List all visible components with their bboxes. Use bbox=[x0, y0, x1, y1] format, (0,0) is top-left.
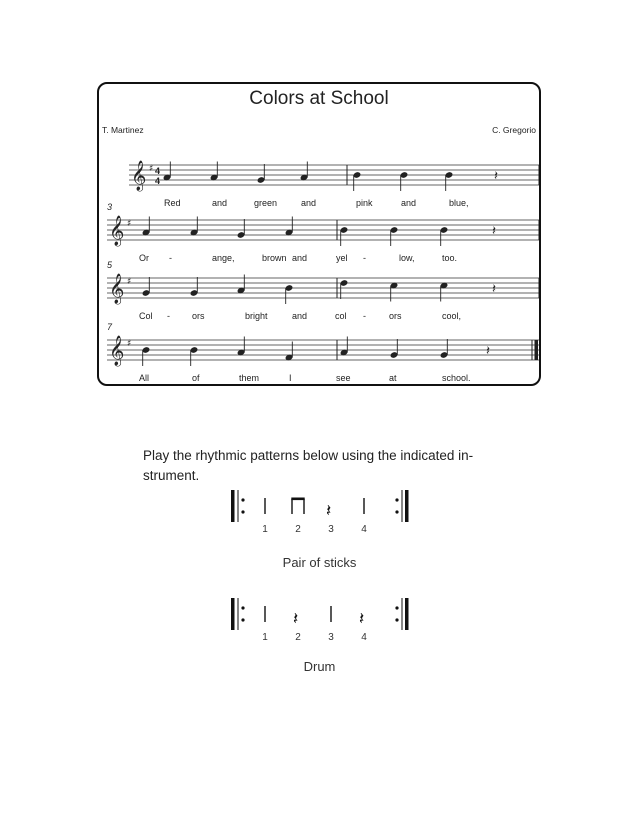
lyric-syllable: ors bbox=[192, 311, 205, 321]
composer-left: T. Martinez bbox=[102, 125, 144, 135]
quarter-rest-icon: 𝄽 bbox=[486, 344, 490, 359]
rhythm-pattern-1 bbox=[225, 486, 415, 536]
repeat-dot bbox=[241, 618, 244, 621]
instructions bbox=[143, 446, 553, 486]
repeat-thick-bar bbox=[405, 490, 409, 522]
lyric-syllable: of bbox=[192, 373, 200, 383]
quarter-rest-icon: 𝄽 bbox=[492, 224, 496, 239]
instruction-line-1: Play the rhythmic patterns below using the indicated in- bbox=[143, 448, 474, 463]
lyric-syllable: and bbox=[401, 198, 417, 208]
pattern-2-caption: Drum bbox=[303, 659, 336, 674]
measure-number: 7 bbox=[107, 322, 113, 332]
lyric-syllable: I bbox=[289, 373, 292, 383]
quarter-rest-icon: 𝄽 bbox=[293, 609, 299, 629]
lyric-syllable: school. bbox=[442, 373, 471, 383]
measure-number: 5 bbox=[107, 260, 113, 270]
repeat-dot bbox=[395, 606, 398, 609]
lyric-syllable: low, bbox=[399, 253, 415, 263]
beat-number: 2 bbox=[295, 632, 301, 643]
lyric-syllable: pink bbox=[356, 198, 373, 208]
quarter-rest-icon: 𝄽 bbox=[492, 282, 496, 297]
song-title: Colors at School bbox=[249, 88, 389, 109]
lyric-syllable: brown bbox=[262, 253, 287, 263]
beat-number: 4 bbox=[361, 632, 367, 643]
rhythm-pattern-2 bbox=[225, 594, 415, 644]
lyric-syllable: - bbox=[363, 253, 366, 263]
lyric-syllable: ors bbox=[389, 311, 402, 321]
beat-number: 3 bbox=[328, 632, 334, 643]
beat-number: 4 bbox=[361, 524, 367, 535]
sharp-icon: ♯ bbox=[127, 277, 132, 287]
repeat-thick-bar bbox=[405, 598, 409, 630]
lyric-syllable: at bbox=[389, 373, 397, 383]
lyric-syllable: Or bbox=[139, 253, 149, 263]
repeat-dot bbox=[241, 510, 244, 513]
final-barline-thick bbox=[535, 340, 538, 360]
time-signature-top-icon: 4 bbox=[155, 166, 161, 176]
sharp-icon: ♯ bbox=[149, 164, 154, 174]
repeat-thick-bar bbox=[231, 598, 235, 630]
lyric-syllable: All bbox=[139, 373, 150, 383]
lyric-syllable: and bbox=[212, 198, 228, 208]
sharp-icon: ♯ bbox=[127, 339, 132, 349]
repeat-dot bbox=[395, 510, 398, 513]
quarter-rest-icon: 𝄽 bbox=[359, 609, 365, 629]
repeat-thick-bar bbox=[231, 490, 235, 522]
repeat-dot bbox=[241, 498, 244, 501]
instruction-line-2: strument. bbox=[143, 468, 200, 483]
repeat-dot bbox=[241, 606, 244, 609]
pattern-1-caption: Pair of sticks bbox=[282, 555, 357, 570]
lyric-syllable: Red bbox=[164, 198, 181, 208]
lyric-syllable: them bbox=[239, 373, 260, 383]
beat-number: 2 bbox=[295, 524, 301, 535]
staff-notation bbox=[99, 84, 539, 384]
composer-right: C. Gregorio bbox=[492, 125, 536, 135]
repeat-dot bbox=[395, 618, 398, 621]
beat-number: 3 bbox=[328, 524, 334, 535]
sharp-icon: ♯ bbox=[127, 219, 132, 229]
beat-number: 1 bbox=[262, 632, 268, 643]
lyric-syllable: ange, bbox=[212, 253, 235, 263]
beat-number: 1 bbox=[262, 524, 268, 535]
treble-clef-icon: 𝄞 bbox=[131, 161, 147, 191]
lyric-syllable: cool, bbox=[442, 311, 462, 321]
lyric-syllable: - bbox=[363, 311, 366, 321]
treble-clef-icon: 𝄞 bbox=[109, 216, 125, 246]
lyric-syllable: see bbox=[336, 373, 351, 383]
lyric-syllable: yel bbox=[336, 253, 348, 263]
lyric-syllable: blue, bbox=[449, 198, 469, 208]
lyric-syllable: and bbox=[292, 253, 308, 263]
lyric-syllable: and bbox=[301, 198, 317, 208]
quarter-rest-icon: 𝄽 bbox=[326, 501, 332, 521]
lyric-syllable: green bbox=[254, 198, 278, 208]
lyric-syllable: - bbox=[169, 253, 172, 263]
sheet-music bbox=[97, 82, 541, 386]
time-signature-bottom-icon: 4 bbox=[155, 176, 161, 186]
measure-number: 3 bbox=[107, 202, 113, 212]
repeat-dot bbox=[395, 498, 398, 501]
lyric-syllable: - bbox=[167, 311, 170, 321]
lyric-syllable: bright bbox=[245, 311, 268, 321]
beam-icon bbox=[291, 498, 304, 501]
lyric-syllable: too. bbox=[442, 253, 458, 263]
lyric-syllable: col bbox=[335, 311, 347, 321]
quarter-rest-icon: 𝄽 bbox=[494, 169, 498, 184]
treble-clef-icon: 𝄞 bbox=[109, 274, 125, 304]
lyric-syllable: and bbox=[292, 311, 308, 321]
lyric-syllable: Col bbox=[139, 311, 153, 321]
treble-clef-icon: 𝄞 bbox=[109, 336, 125, 366]
